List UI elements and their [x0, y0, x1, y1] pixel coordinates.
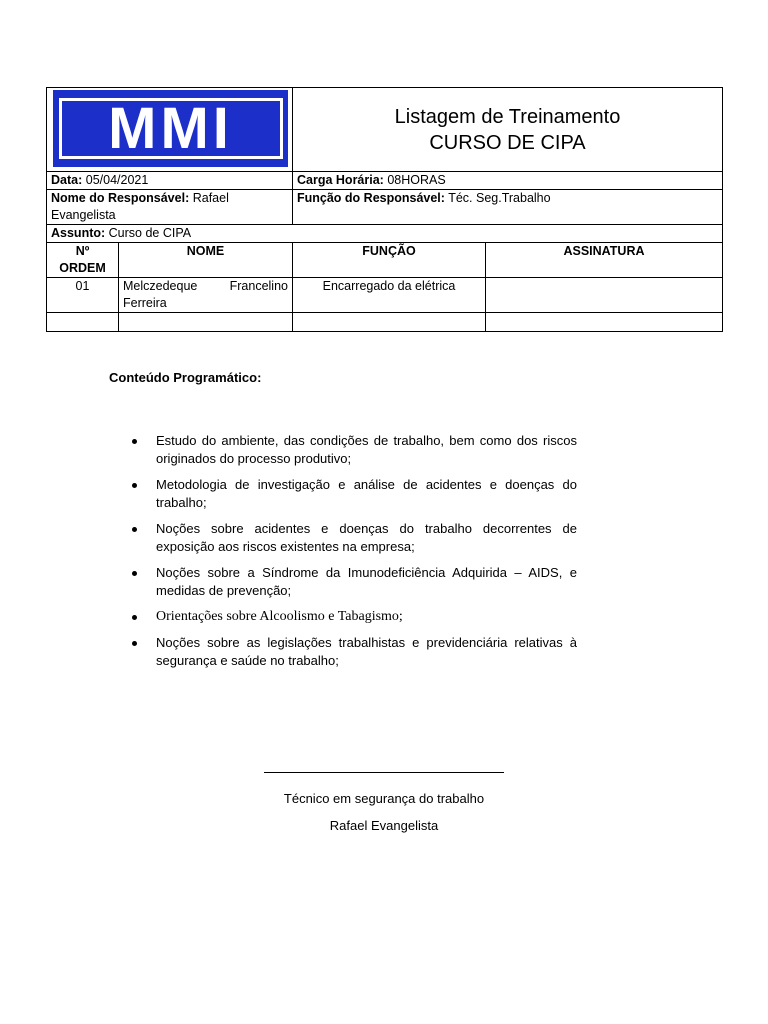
responsible-role-label: Função do Responsável:: [297, 191, 445, 205]
header-order: Nº ORDEM: [47, 243, 119, 278]
responsible-role-value: Téc. Seg.Trabalho: [448, 191, 551, 205]
date-cell: [47, 172, 293, 190]
row-role: Encarregado da elétrica: [293, 278, 486, 313]
content-list: [130, 432, 577, 678]
subject-value: Curso de CIPA: [108, 226, 192, 240]
row-signature: [486, 278, 723, 313]
title-cell: [293, 88, 723, 172]
logo-cell: [47, 88, 293, 172]
empty-cell: [293, 313, 486, 332]
date-value: 05/04/2021: [85, 173, 149, 187]
workload-label: Carga Horária:: [297, 173, 384, 187]
responsible-label: Nome do Responsável:: [51, 191, 190, 205]
logo-text: MMI: [59, 98, 283, 159]
list-item: Metodologia de investigação e análise de acidentes e doenças do trabalho;: [130, 476, 577, 512]
subject-label: Assunto:: [51, 226, 106, 240]
date-label: Data:: [51, 173, 83, 187]
row-order: 01: [47, 278, 119, 313]
list-item: Noções sobre as legislações trabalhistas e previdenciária relativas à segurança e saúde no trabalho;: [130, 634, 577, 670]
list-item: Noções sobre a Síndrome da Imunodeficiência Adquirida – AIDS, e medidas de prevenção;: [130, 564, 577, 600]
subject-cell: [47, 225, 723, 243]
workload-value: 08HORAS: [387, 173, 446, 187]
table-row: [47, 278, 723, 313]
content-heading: Conteúdo Programático:: [109, 370, 262, 385]
header-role: FUNÇÃO: [293, 243, 486, 278]
row-name: Melczedeque Francelino Ferreira: [119, 278, 293, 313]
list-item: Estudo do ambiente, das condições de trabalho, bem como dos riscos originados do processo produtivo;: [130, 432, 577, 468]
responsible-value: Rafael Evangelista: [51, 191, 229, 222]
list-item: Noções sobre acidentes e doenças do trabalho decorrentes de exposição aos riscos existentes na empresa;: [130, 520, 577, 556]
course-title: CURSO DE CIPA: [429, 131, 586, 154]
workload-cell: [293, 172, 723, 190]
company-logo: [53, 90, 288, 167]
responsible-cell: [47, 190, 293, 225]
empty-cell: [119, 313, 293, 332]
empty-cell: [47, 313, 119, 332]
header-signature: ASSINATURA: [486, 243, 723, 278]
signature-line: [264, 772, 504, 773]
document-title: Listagem de Treinamento: [394, 105, 621, 128]
responsible-role-cell: [293, 190, 723, 225]
signature-name: Rafael Evangelista: [329, 818, 439, 833]
training-table: [46, 87, 723, 332]
signature-role: Técnico em segurança do trabalho: [283, 791, 485, 806]
list-item: Orientações sobre Alcoolismo e Tabagismo;: [130, 608, 577, 626]
table-row-empty: [47, 313, 723, 332]
header-name: NOME: [119, 243, 293, 278]
empty-cell: [486, 313, 723, 332]
